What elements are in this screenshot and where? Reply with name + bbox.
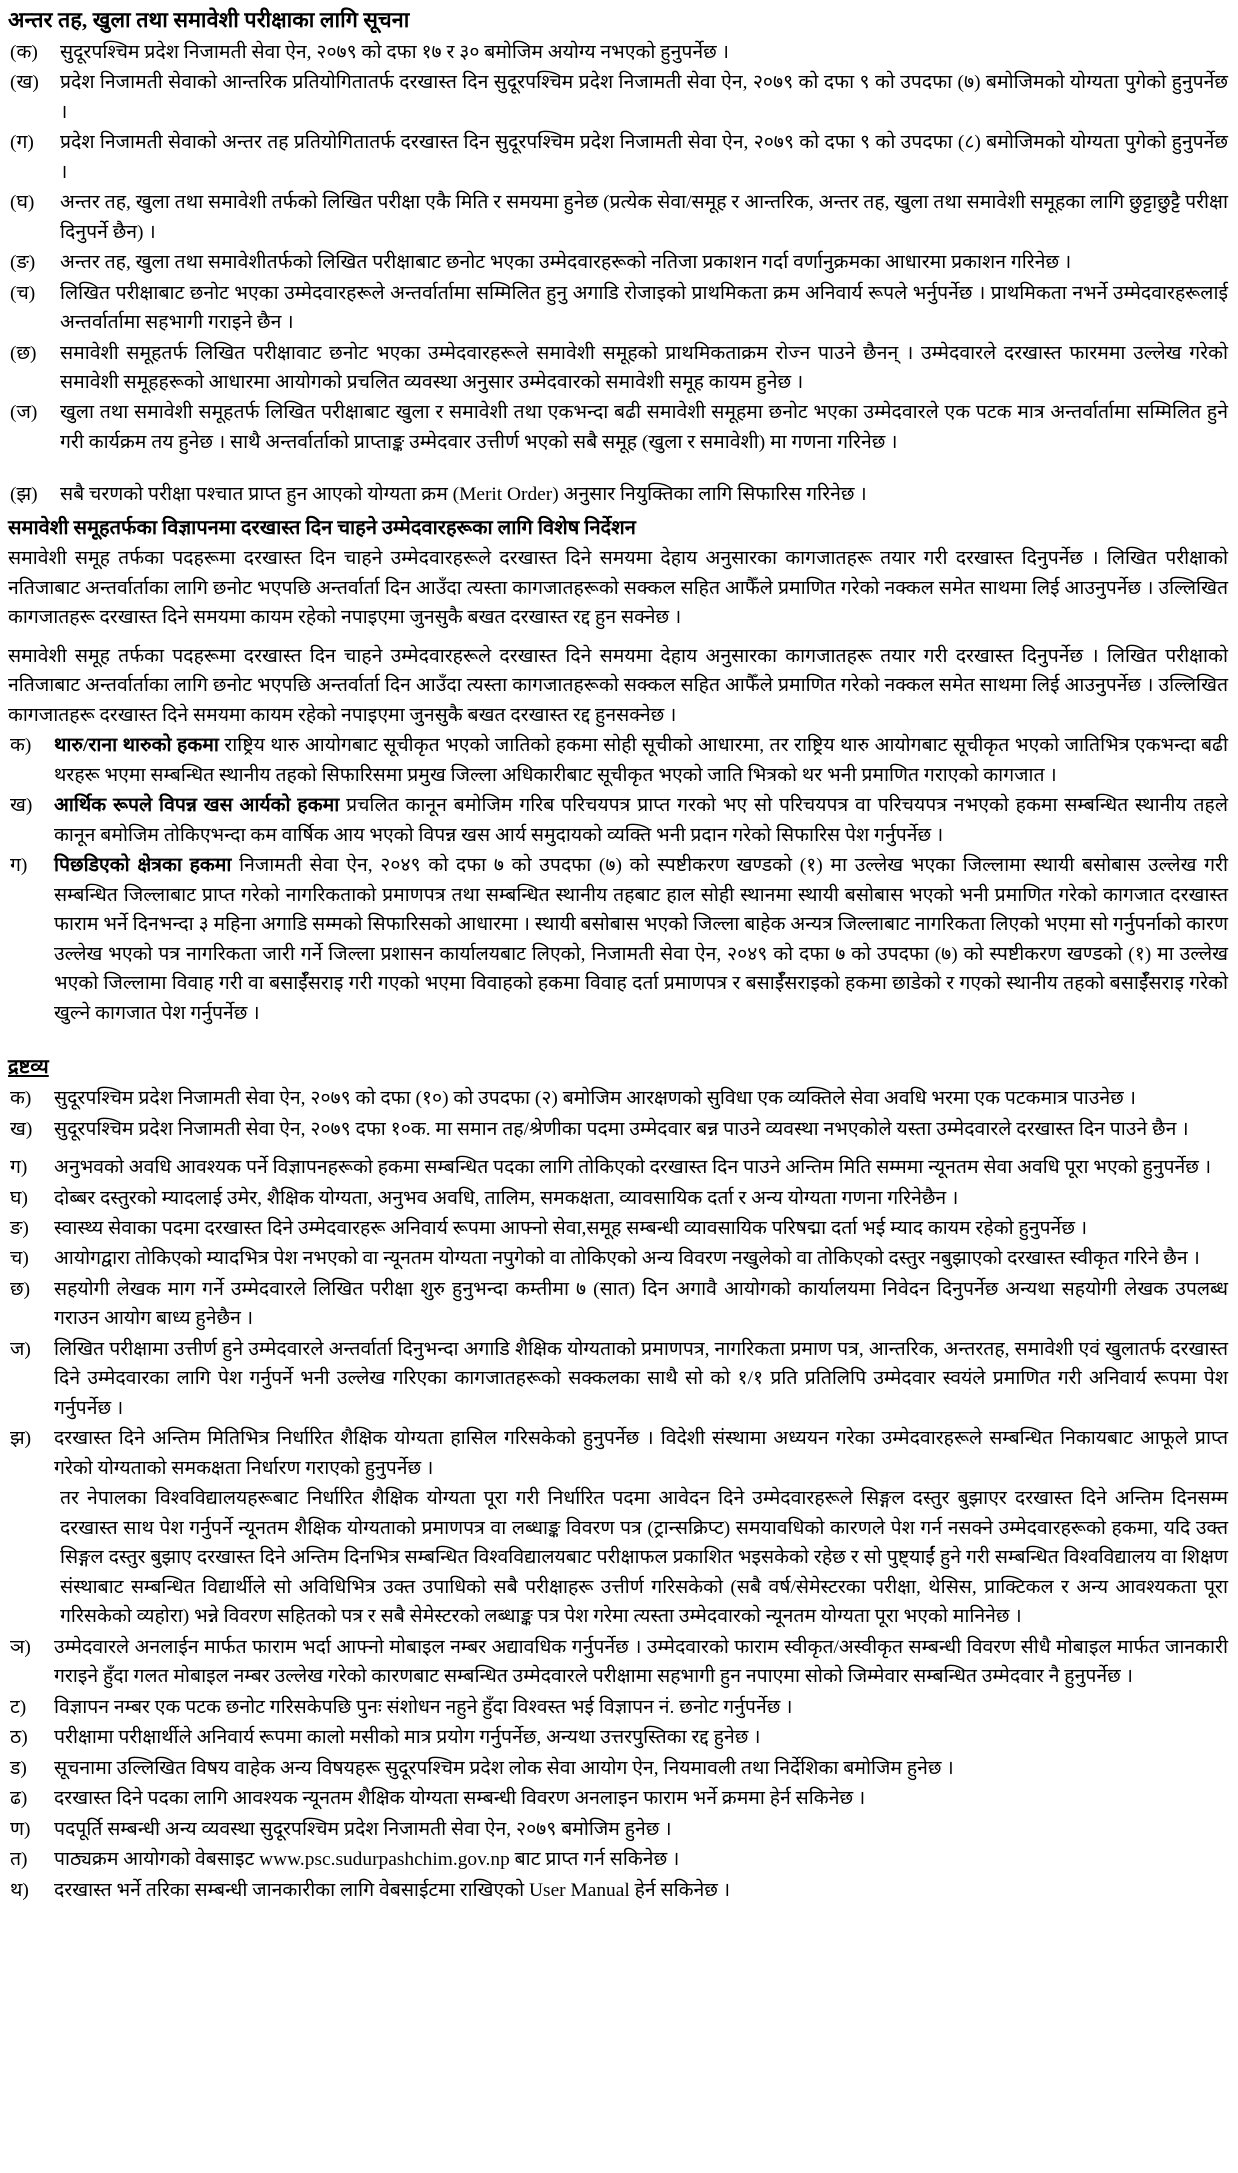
page-title: अन्तर तह, खुला तथा समावेशी परीक्षाका लागि सूचना xyxy=(8,8,410,32)
note-continuation-paragraph: तर नेपालका विश्वविद्यालयहरूबाट निर्धारित शैक्षिक योग्यता पूरा गरी निर्धारित पदमा आवेदन दिने उम्मेदवारहरूले सिङ्गल दस्तुर बुझाएर दरखास्त दिने अन्तिम दिनसम्म दरखास्त साथ पेश गर्नुपर्ने न्यूनतम शैक्षिक योग्यताको प्रमाणपत्र वा लब्धाङ्क विवरण पत्र (ट्रान्सक्रिप्ट) समयावधिको कारणले पेश गर्न नसक्ने उम्मेदवारहरूको हकमा, यदि उक्त सिङ्गल दस्तुर बुझाए दरखास्त दिने अन्तिम दिनभित्र सम्बन्धित विश्वविद्यालयबाट परीक्षाफल प्रकाशित भइसकेको रहेछ र सो पुष्ट्याईं हुने गरी सम्बन्धित विश्वविद्यालय वा शिक्षण संस्थाबाट सम्बन्धित विद्यार्थीले सो अविधिभित्र उक्त उपाधिको सबै परीक्षाहरू उत्तीर्ण गरिसकेको (सबै वर्ष/सेमेस्टरका परीक्षा, थेसिस, प्राक्टिकल र अन्य आवश्यकता पूरा गरिसकेको व्यहोरा) भन्ने विवरण सहितको पत्र र सबै सेमेस्टरको लब्धाङ्क पत्र पेश गरेमा त्यस्ता उम्मेदवारको न्यूनतम योग्यता पूरा भएको मानिनेछ । xyxy=(60,1488,1228,1628)
list-item-marker: क) xyxy=(10,735,32,757)
list-item xyxy=(8,1693,1228,1722)
list-item-text: परीक्षामा परीक्षार्थीले अनिवार्य रूपमा कालो मसीको मात्र प्रयोग गर्नुपर्नेछ, अन्यथा उत्तरपुस्तिका रद्द हुनेछ । xyxy=(54,1727,761,1749)
note-heading-text: द्रष्टव्य xyxy=(8,1056,49,1079)
list-item-marker: ट) xyxy=(10,1696,27,1718)
list-item-marker: (झ) xyxy=(10,484,38,506)
list-item xyxy=(8,1244,1228,1273)
list-item xyxy=(8,1815,1228,1844)
list-item xyxy=(8,1784,1228,1813)
list-item-marker: (ज) xyxy=(10,402,38,424)
list-item-text: प्रदेश निजामती सेवाको आन्तरिक प्रतियोगितातर्फ दरखास्त दिन सुदूरपश्चिम प्रदेश निजामती सेवा ऐन, २०७९ को दफा ९ को उपदफा (७) बमोजिमको योग्यता पुगेको हुनुपर्नेछ । xyxy=(60,72,1228,123)
list-item-marker: (घ) xyxy=(10,192,35,214)
list-item-marker: त) xyxy=(10,1849,28,1871)
list-item-marker: ग) xyxy=(10,855,28,877)
list-item-marker: ञ) xyxy=(10,1636,31,1658)
list-item-marker: (क) xyxy=(10,41,38,63)
list-item-lead: थारु/राना थारुको हकमा xyxy=(54,735,219,757)
list-item xyxy=(8,339,1228,398)
main-conditions-list xyxy=(8,38,1228,510)
list-item-text: लिखित परीक्षाबाट छनोट भएका उम्मेदवारहरूले अन्तर्वार्तामा सम्मिलित हुनु अगाडि रोजाइको प्राथमिकता क्रम अनिवार्य रूपले भर्नुपर्नेछ । प्राथमिकता नभर्ने उम्मेदवारहरूलाई अन्तर्वार्तामा सहभागी गराइने छैन । xyxy=(60,282,1228,334)
list-item-text: प्रदेश निजामती सेवाको अन्तर तह प्रतियोगितातर्फ दरखास्त दिन सुदूरपश्चिम प्रदेश निजामती सेवा ऐन, २०७९ को दफा ९ को उपदफा (८) बमोजिमको योग्यता पुगेको हुनुपर्नेछ । xyxy=(60,132,1228,183)
list-item-marker: झ) xyxy=(10,1428,32,1450)
paragraph-spacer xyxy=(8,1145,1228,1153)
list-item xyxy=(8,398,1228,457)
special-instructions-paragraph: समावेशी समूह तर्फका पदहरूमा दरखास्त दिन चाहने उम्मेदवारहरूले दरखास्त दिने समयमा देहाय अनुसारका कागजातहरू तयार गरी दरखास्त दिनुपर्नेछ । लिखित परीक्षाको नतिजाबाट अन्तर्वार्ताका लागि छनोट भएपछि अन्तर्वार्ता दिन आउँदा त्यस्ता कागजातहरूको सक्कल सहित आफैँले प्रमाणित गरेको नक्कल समेत साथमा लिई आउनुपर्नेछ । उल्लिखित कागजातहरू दरखास्त दिने समयमा कायम रहेको नपाइएमा जुनसुकै बखत दरखास्त रद्द हुनसक्नेछ । xyxy=(8,645,1228,726)
list-item-text: दरखास्त दिने पदका लागि आवश्यक न्यूनतम शैक्षिक योग्यता सम्बन्धी विवरण अनलाइन फाराम भर्ने क्रममा हेर्न सकिनेछ । xyxy=(54,1788,866,1810)
list-item-text: सहयोगी लेखक माग गर्ने उम्मेदवारले लिखित परीक्षा शुरु हुनुभन्दा कम्तीमा ७ (सात) दिन अगावै आयोगको कार्यालयमा निवेदन दिनुपर्नेछ अन्यथा सहयोगी लेखक उपलब्ध गराउन आयोग बाध्य हुनेछैन । xyxy=(54,1278,1228,1330)
paragraph-spacer xyxy=(8,634,1228,642)
list-item xyxy=(8,1845,1228,1874)
list-item-text: स्वास्थ्य सेवाका पदमा दरखास्त दिने उम्मेदवारहरू अनिवार्य रूपमा आफ्नो सेवा,समूह सम्बन्धी व्यावसायिक परिषद्मा दर्ता भई म्याद कायम रहेको हुनुपर्नेछ । xyxy=(54,1218,1088,1239)
paragraph-spacer xyxy=(8,458,1228,480)
list-item-marker: घ) xyxy=(10,1187,28,1209)
special-instructions-paragraph: समावेशी समूह तर्फका पदहरूमा दरखास्त दिन चाहने उम्मेदवारहरूले दरखास्त दिने समयमा देहाय अनुसारका कागजातहरू तयार गरी दरखास्त दिनुपर्नेछ । लिखित परीक्षाको नतिजाबाट अन्तर्वार्ताका लागि छनोट भएपछि अन्तर्वार्ता दिन आउँदा त्यस्ता कागजातहरूको सक्कल सहित आफैँले प्रमाणित गरेको नक्कल समेत साथमा लिई आउनुपर्नेछ । उल्लिखित कागजातहरू दरखास्त दिने समयमा कायम रहेको नपाइएमा जुनसुकै बखत दरखास्त रद्द हुन सक्नेछ । xyxy=(8,548,1228,629)
list-item xyxy=(8,188,1228,247)
list-item-text: अन्तर तह, खुला तथा समावेशी तर्फको लिखित परीक्षा एकै मिति र समयमा हुनेछ (प्रत्येक सेवा/समूह र आन्तरिक, अन्तर तह, खुला तथा समावेशी समूहका लागि छुट्टाछुट्टै परीक्षा दिनुपर्ने छैन) । xyxy=(60,192,1228,243)
list-item xyxy=(8,1153,1228,1182)
list-item xyxy=(8,1275,1228,1334)
list-item-text: सुदूरपश्चिम प्रदेश निजामती सेवा ऐन, २०७९ दफा १०क. मा समान तह/श्रेणीका पदमा उम्मेदवार बन्न पाउने व्यवस्था नभएकोले यस्ता उम्मेदवारले दरखास्त दिन पाउने छैन । xyxy=(54,1118,1189,1140)
list-item xyxy=(8,1723,1228,1752)
list-item-text: उम्मेदवारले अनलाईन मार्फत फाराम भर्दा आफ्नो मोबाइल नम्बर अद्यावधिक गर्नुपर्नेछ । उम्मेदवारको फाराम स्वीकृत/अस्वीकृत सम्बन्धी विवरण सीधै मोबाइल मार्फत जानकारी गराइने हुँदा गलत मोबाइल नम्बर उल्लेख गरेको कारणबाट सम्बन्धित उम्मेदवारले परीक्षामा सहभागी हुन नपाएमा सोको जिम्मेवार सम्बन्धित उम्मेदवार नै हुनुपर्नेछ । xyxy=(54,1636,1228,1688)
list-item xyxy=(8,38,1228,67)
list-item xyxy=(8,480,1228,509)
list-item xyxy=(8,128,1228,187)
list-item-marker: ढ) xyxy=(10,1788,28,1810)
list-item-marker: ठ) xyxy=(10,1727,28,1749)
list-item-text: दरखास्त भर्ने तरिका सम्बन्धी जानकारीका लागि वेबसाईटमा राखिएको User Manual हेर्न सकिनेछ । xyxy=(54,1879,731,1901)
list-item-marker: ण) xyxy=(10,1818,31,1840)
list-item xyxy=(8,1754,1228,1783)
list-item-marker: ज) xyxy=(10,1338,31,1360)
list-item-marker: (ख) xyxy=(10,72,39,94)
special-instructions-heading: समावेशी समूहतर्फका विज्ञापनमा दरखास्त दिन चाहने उम्मेदवारहरूका लागि विशेष निर्देशन xyxy=(8,516,636,539)
list-item-text: दोब्बर दस्तुरको म्यादलाई उमेर, शैक्षिक योग्यता, अनुभव अवधि, तालिम, समकक्षता, व्यावसायिक दर्ता र अन्य योग्यता गणना गरिनेछैन । xyxy=(54,1187,959,1209)
list-item-marker: च) xyxy=(10,1248,29,1270)
list-item-text: सबै चरणको परीक्षा पश्चात प्राप्त हुन आएको योग्यता क्रम (Merit Order) अनुसार नियुक्तिका लागि सिफारिस गरिनेछ । xyxy=(60,484,867,506)
list-item-text: सुदूरपश्चिम प्रदेश निजामती सेवा ऐन, २०७९ को दफा १७ र ३० बमोजिम अयोग्य नभएको हुनुपर्नेछ । xyxy=(60,41,729,63)
list-item xyxy=(8,68,1228,127)
list-item xyxy=(8,1335,1228,1423)
list-item xyxy=(8,1184,1228,1213)
list-item-text: विज्ञापन नम्बर एक पटक छनोट गरिसकेपछि पुनः संशोधन नहुने हुँदा विश्वस्त भई विज्ञापन नं. छनोट गर्नुपर्नेछ । xyxy=(54,1696,793,1718)
list-item-marker: (च) xyxy=(10,282,36,304)
list-item xyxy=(8,1084,1228,1113)
list-item-lead: आर्थिक रूपले विपन्न खस आर्यको हकमा xyxy=(54,795,340,817)
list-item xyxy=(8,851,1228,1028)
list-item xyxy=(8,1115,1228,1144)
list-item-marker: ड) xyxy=(10,1757,27,1779)
list-item-text xyxy=(54,791,1228,850)
list-item-marker: ख) xyxy=(10,795,33,817)
list-item-text: अनुभवको अवधि आवश्यक पर्ने विज्ञापनहरूको हकमा सम्बन्धित पदका लागि तोकिएको दरखास्त दिन पाउने अन्तिम मिति सम्ममा न्यूनतम सेवा अवधि पूरा भएको हुनुपर्नेछ । xyxy=(54,1157,1212,1179)
list-item-marker: ग) xyxy=(10,1157,28,1179)
list-item xyxy=(8,731,1228,790)
list-item-rest: निजामती सेवा ऐन, २०४९ को दफा ७ को उपदफा (७) को स्पष्टीकरण खण्डको (१) मा उल्लेख भएका जिल्लामा स्थायी बसोबास उल्लेख गरी सम्बन्धित जिल्लाबाट प्राप्त गरेको नागरिकताको प्रमाणपत्र तथा सम्बन्धित स्थानीय तहबाट हाल सोही स्थानमा स्थायी बसोबास भएको भनी प्रमाणित गरेको कागजात दरखास्त फाराम भर्ने दिनभन्दा ३ महिना अगाडि सम्मको सिफारिसको आधारमा । स्थायी बसोबास भएको जिल्ला बाहेक अन्यत्र जिल्लाबाट नागरिकता लिएको भएमा सो गर्नुपर्नाको कारण उल्लेख भएको पत्र नागरिकता जारी गर्ने जिल्ला प्रशासन कार्यालयबाट लिएको, निजामती सेवा ऐन, २०४९ को दफा ७ को उपदफा (७) को स्पष्टीकरण खण्डको (१) मा उल्लेख भएको जिल्लामा विवाह गरी वा बसाईँसराइ गरी गएको भएमा विवाहको हकमा विवाह दर्ता प्रमाणपत्र र बसाईँसराइको हकमा छाडेको र गएको स्थानीय तहको बसाईँसराइ गरेको खुल्ने कागजात पेश गर्नुपर्नेछ । xyxy=(54,855,1228,1024)
inclusive-documents-list xyxy=(8,731,1228,1028)
list-item-rest: राष्ट्रिय थारु आयोगबाट सूचीकृत भएको जातिको हकमा सोही सूचीको आधारमा, तर राष्ट्रिय थारु आयोगबाट सूचीकृत भएको जातिभित्र एकभन्दा बढी थरहरू भएमा सम्बन्धित स्थानीय तहको सिफारिसमा प्रमुख जिल्ला अधिकारीबाट सूचीकृत भएको जाति भित्रको थर भनी प्रमाणित गराएको कागजात । xyxy=(54,735,1228,786)
list-item-marker: ङ) xyxy=(10,1218,29,1239)
note-heading xyxy=(8,1053,1228,1082)
list-item-text: आयोगद्वारा तोकिएको म्यादभित्र पेश नभएको वा न्यूनतम योग्यता नपुगेको वा तोकिएको अन्य विवरण नखुलेको वा तोकिएको दस्तुर नबुझाएको दरखास्त स्वीकृत गरिने छैन । xyxy=(54,1248,1200,1270)
list-item-text: सुदूरपश्चिम प्रदेश निजामती सेवा ऐन, २०७९ को दफा (१०) को उपदफा (२) बमोजिम आरक्षणको सुविधा एक व्यक्तिले सेवा अवधि भरमा एक पटकमात्र पाउनेछ । xyxy=(54,1088,1136,1110)
list-item-marker: क) xyxy=(10,1088,32,1110)
section-spacer xyxy=(8,1029,1228,1045)
list-item-marker: (ङ) xyxy=(10,252,36,274)
list-item xyxy=(8,279,1228,338)
list-item-marker: (ग) xyxy=(10,132,34,154)
list-item-marker: (छ) xyxy=(10,342,37,364)
list-item-text: समावेशी समूहतर्फ लिखित परीक्षावाट छनोट भएका उम्मेदवारहरूले समावेशी समूहको प्राथमिकताक्रम रोज्न पाउने छैनन् । उम्मेदवारले दरखास्त फारममा उल्लेख गरेको समावेशी समूहहरूको आधारमा आयोगको प्रचलित व्यवस्था अनुसार उम्मेदवारको समावेशी समूह कायम हुनेछ । xyxy=(60,342,1228,393)
list-item-text: दरखास्त दिने अन्तिम मितिभित्र निर्धारित शैक्षिक योग्यता हासिल गरिसकेको हुनुपर्नेछ । विदेशी संस्थामा अध्ययन गरेका उम्मेदवारहरूले सम्बन्धित निकायबाट आफूले प्राप्त गरेको योग्यताको समकक्षता निर्धारण गराएको हुनुपर्नेछ । xyxy=(54,1428,1228,1479)
list-item xyxy=(8,791,1228,850)
list-item-marker: थ) xyxy=(10,1879,29,1901)
list-item-text: पाठ्यक्रम आयोगको वेबसाइट www.psc.sudurpashchim.gov.np बाट प्राप्त गर्न सकिनेछ । xyxy=(54,1849,680,1871)
list-item-text: पदपूर्ति सम्बन्धी अन्य व्यवस्था सुदूरपश्चिम प्रदेश निजामती सेवा ऐन, २०७९ बमोजिम हुनेछ । xyxy=(54,1818,672,1840)
list-item-text: अन्तर तह, खुला तथा समावेशीतर्फको लिखित परीक्षाबाट छनोट भएका उम्मेदवारहरूको नतिजा प्रकाशन गर्दा वर्णानुक्रमका आधारमा प्रकाशन गरिनेछ । xyxy=(60,252,1072,274)
list-item-text xyxy=(54,731,1228,790)
list-item-text: खुला तथा समावेशी समूहतर्फ लिखित परीक्षाबाट खुला र समावेशी तथा एकभन्दा बढी समावेशी समूहमा छनोट भएका उम्मेदवारले एक पटक मात्र अन्तर्वार्तामा सम्मिलित हुने गरी कार्यक्रम तय हुनेछ । साथै अन्तर्वार्ताको प्राप्ताङ्क उम्मेदवार उत्तीर्ण भएको सबै समूह (खुला र समावेशी) मा गणना गरिनेछ । xyxy=(60,402,1228,453)
list-item xyxy=(8,1633,1228,1692)
list-item-rest: प्रचलित कानून बमोजिम गरिब परिचयपत्र प्राप्त गरको भए सो परिचयपत्र वा परिचयपत्र नभएको हकमा सम्बन्धित स्थानीय तहले कानून बमोजिम तोकिएभन्दा कम वार्षिक आय भएको विपन्न खस आर्य समुदायको व्यक्ति भनी प्रदान गरेको सिफारिस पेश गर्नुपर्नेछ । xyxy=(54,795,1228,846)
list-item-text xyxy=(54,851,1228,1028)
list-item xyxy=(8,1876,1228,1905)
list-item xyxy=(8,1214,1228,1243)
list-item-text: सूचनामा उल्लिखित विषय वाहेक अन्य विषयहरू सुदूरपश्चिम प्रदेश लोक सेवा आयोग ऐन, नियमावली तथा निर्देशिका बमोजिम हुनेछ । xyxy=(54,1757,954,1779)
list-item-marker: छ) xyxy=(10,1278,31,1300)
list-item xyxy=(8,1424,1228,1483)
list-item-marker: ख) xyxy=(10,1118,33,1140)
list-item-text: लिखित परीक्षामा उत्तीर्ण हुने उम्मेदवारले अन्तर्वार्ता दिनुभन्दा अगाडि शैक्षिक योग्यताको प्रमाणपत्र, नागरिकता प्रमाण पत्र, आन्तरिक, अन्तरतह, समावेशी एवं खुलातर्फ दरखास्त दिने उम्मेदवारका लागि पेश गर्नुपर्ने भनी उल्लेख गरिएका कागजातहरूको सक्कलका साथै सो को १/१ प्रति प्रतिलिपि उम्मेदवार स्वयंले प्रमाणित गरी अनिवार्य रूपमा पेश गर्नुपर्नेछ । xyxy=(54,1338,1228,1419)
list-item xyxy=(8,248,1228,277)
notes-list xyxy=(8,1084,1228,1905)
list-item-lead: पिछडिएको क्षेत्रका हकमा xyxy=(54,855,232,877)
